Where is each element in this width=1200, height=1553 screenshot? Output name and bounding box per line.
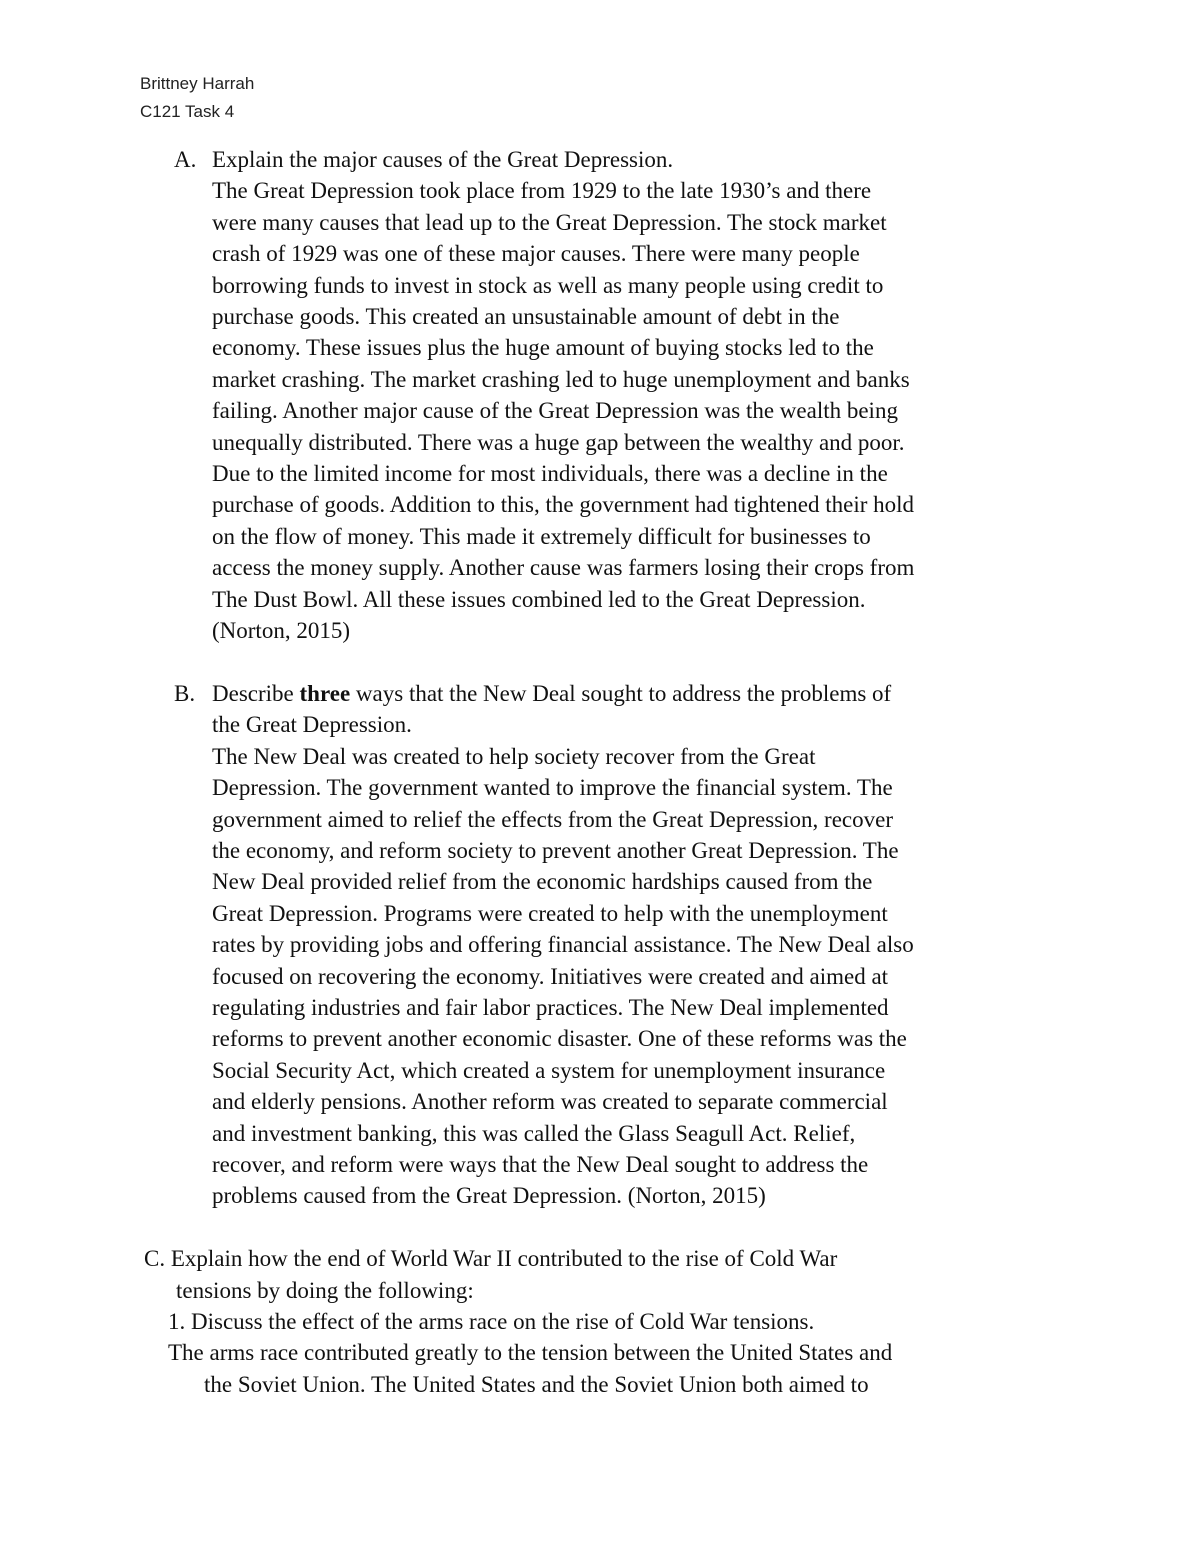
section-a-marker: A. [174,147,197,172]
answer-line: recover, and reform were ways that the New Deal sought to address the [212,1151,869,1177]
answer-line: Social Security Act, which created a system for unemployment insurance [212,1057,886,1083]
answer-line: government aimed to relief the effects from the Great Depression, recover [212,806,893,832]
answer-line: purchase of goods. Addition to this, the government had tightened their hold [212,492,915,518]
section-a [0,144,1200,647]
answer-line: New Deal provided relief from the economic hardships caused from the [212,869,873,895]
section-c-question-line1: C. Explain how the end of World War II contributed to the rise of Cold War [144,1246,838,1272]
section-a-question: Explain the major causes of the Great Depression. [212,147,674,172]
answer-line: and elderly pensions. Another reform was created to separate commercial [212,1089,888,1115]
section-c-answer-line2: the Soviet Union. The United States and the Soviet Union both aimed to [204,1371,869,1397]
answer-line: reforms to prevent another economic disaster. One of these reforms was the [212,1026,907,1052]
answer-line: borrowing funds to invest in stock as well as many people using credit to [212,272,884,298]
section-b-question [212,678,1200,709]
answer-line: access the money supply. Another cause was farmers losing their crops from [212,555,915,581]
section-b-marker: B. [174,680,196,706]
answer-line: The Great Depression took place from 1929 to the late 1930’s and there [212,178,872,204]
author-name: Brittney Harrah [140,74,255,93]
section-a-answer [212,175,1200,646]
answer-line: economy. These issues plus the huge amount of buying stocks led to the [212,335,874,361]
answer-line: regulating industries and fair labor practices. The New Deal implemented [212,994,889,1020]
answer-line: (Norton, 2015) [212,618,350,644]
task-label: C121 Task 4 [140,102,235,121]
answer-line: focused on recovering the economy. Initiatives were created and aimed at [212,963,889,989]
answer-line: the economy, and reform society to prevent another Great Depression. The [212,837,899,863]
answer-line: Depression. The government wanted to improve the financial system. The [212,775,893,801]
answer-line: on the flow of money. This made it extremely difficult for businesses to [212,523,871,549]
section-c-sub-item: 1. Discuss the effect of the arms race on the rise of Cold War tensions. [168,1309,815,1334]
answer-line: Great Depression. Programs were created to help with the unemployment [212,900,888,926]
answer-line: Due to the limited income for most individuals, there was a decline in the [212,461,888,487]
section-b-answer [212,741,1200,1212]
section-b-question-start: Describe [212,680,300,706]
answer-line: market crashing. The market crashing led to huge unemployment and banks [212,366,910,392]
answer-line: were many causes that lead up to the Great Depression. The stock market [212,209,887,235]
section-b [0,678,1200,1212]
section-c-answer-line1: The arms race contributed greatly to the tension between the United States and [168,1340,893,1366]
answer-line: crash of 1929 was one of these major causes. There were many people [212,241,860,267]
section-c-question-line2: tensions by doing the following: [176,1277,474,1303]
document-body [0,144,1200,1400]
answer-line: unequally distributed. There was a huge gap between the wealthy and poor. [212,429,905,455]
section-c [0,1243,1200,1400]
answer-line: The New Deal was created to help society recover from the Great [212,743,816,769]
answer-line: and investment banking, this was called the Glass Seagull Act. Relief, [212,1120,856,1146]
answer-line: problems caused from the Great Depression. (Norton, 2015) [212,1183,766,1209]
answer-line: purchase goods. This created an unsustainable amount of debt in the [212,304,840,330]
answer-line: rates by providing jobs and offering financial assistance. The New Deal also [212,932,914,958]
section-b-question-end: ways that the New Deal sought to address the problems of [350,680,892,706]
section-b-question-emphasis: three [299,680,351,706]
answer-line: failing. Another major cause of the Great Depression was the wealth being [212,398,898,424]
answer-line: The Dust Bowl. All these issues combined led to the Great Depression. [212,586,866,612]
section-b-question-line2: the Great Depression. [212,712,412,738]
